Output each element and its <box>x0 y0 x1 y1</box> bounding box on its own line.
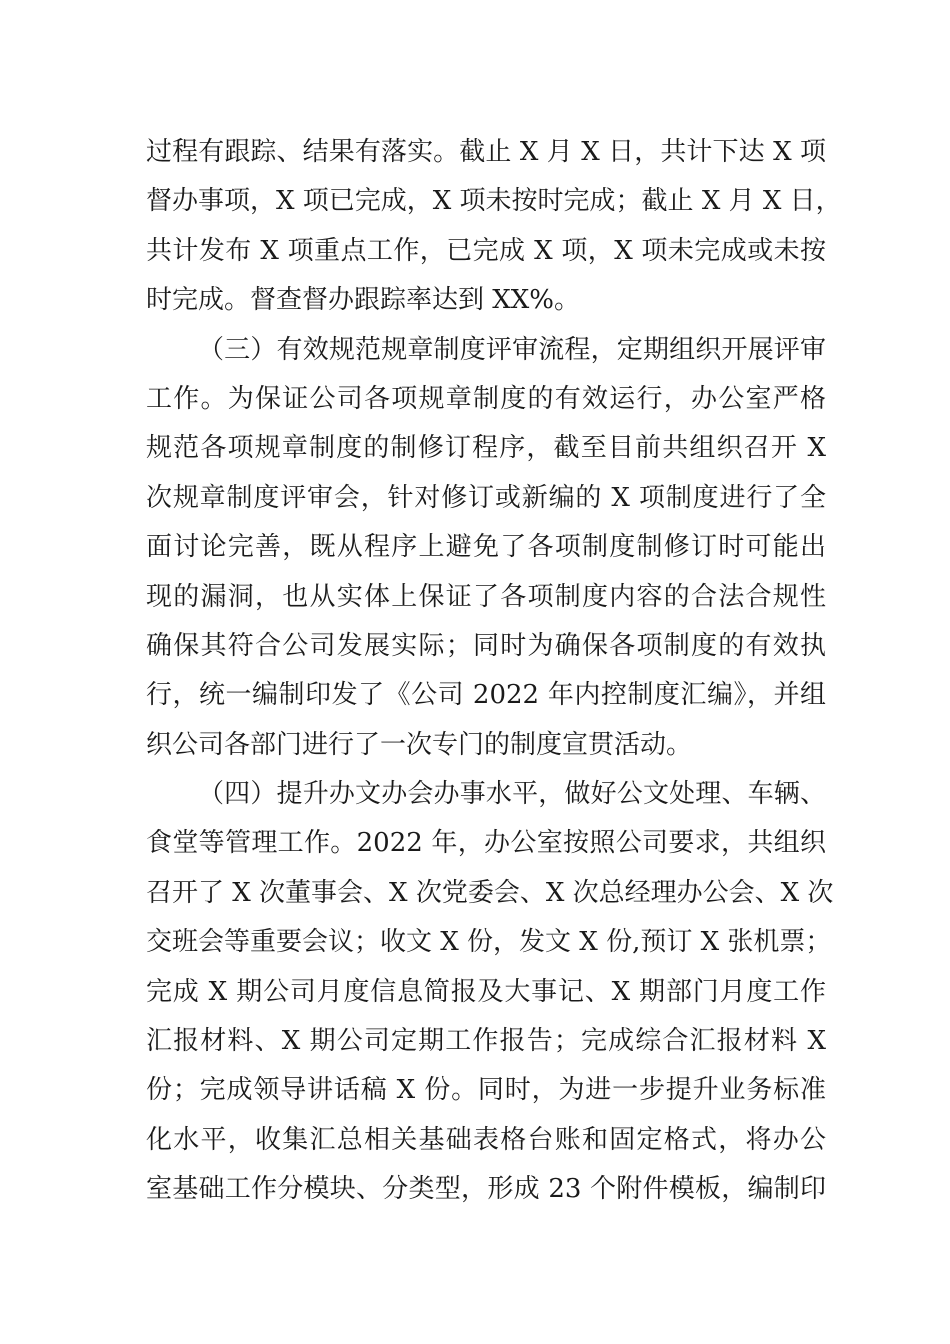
text-line: 次规章制度评审会，针对修订或新编的 X 项制度进行了全 <box>146 482 826 513</box>
text-line: 食堂等管理工作。2022 年，办公室按照公司要求，共组织 <box>146 828 826 859</box>
text-line: 规范各项规章制度的制修订程序，截至目前共组织召开 X <box>146 433 826 464</box>
text-line: 份；完成领导讲话稿 X 份。同时，为进一步提升业务标准 <box>146 1075 826 1106</box>
document-body <box>146 128 842 1215</box>
text-line: 完成 X 期公司月度信息简报及大事记、X 期部门月度工作 <box>146 976 826 1007</box>
text-line: 督办事项，X 项已完成，X 项未按时完成；截止 X 月 X 日， <box>146 186 842 217</box>
section-heading-line: （四）提升办文办会办事水平，做好公文处理、车辆、 <box>198 779 826 810</box>
text-line: 时完成。督查督办跟踪率达到 XX%。 <box>146 285 580 316</box>
text-line: 化水平，收集汇总相关基础表格台账和固定格式，将办公 <box>146 1124 826 1155</box>
text-line: 织公司各部门进行了一次专门的制度宣贯活动。 <box>146 729 693 760</box>
text-line: 行，统一编制印发了《公司 2022 年内控制度汇编》，并组 <box>146 680 826 711</box>
text-line: 汇报材料、X 期公司定期工作报告；完成综合汇报材料 X <box>146 1026 826 1057</box>
text-line: 交班会等重要会议；收文 X 份，发文 X 份,预订 X 张机票； <box>146 927 832 958</box>
text-line: 过程有跟踪、结果有落实。截止 X 月 X 日，共计下达 X 项 <box>146 137 826 167</box>
text-line: 现的漏洞，也从实体上保证了各项制度内容的合法合规性 <box>146 581 826 612</box>
text-line: 室基础工作分模块、分类型，形成 23 个附件模板，编制印 <box>146 1174 826 1205</box>
text-line: 共计发布 X 项重点工作，已完成 X 项，X 项未完成或未按 <box>146 235 826 266</box>
text-line: 召开了 X 次董事会、X 次党委会、X 次总经理办公会、X 次 <box>146 877 834 908</box>
text-line: 确保其符合公司发展实际；同时为确保各项制度的有效执 <box>146 630 826 661</box>
text-line: 面讨论完善，既从程序上避免了各项制度制修订时可能出 <box>146 532 826 563</box>
section-heading-line: （三）有效规范规章制度评审流程，定期组织开展评审 <box>198 334 826 365</box>
text-line: 工作。为保证公司各项规章制度的有效运行，办公室严格 <box>146 383 826 414</box>
